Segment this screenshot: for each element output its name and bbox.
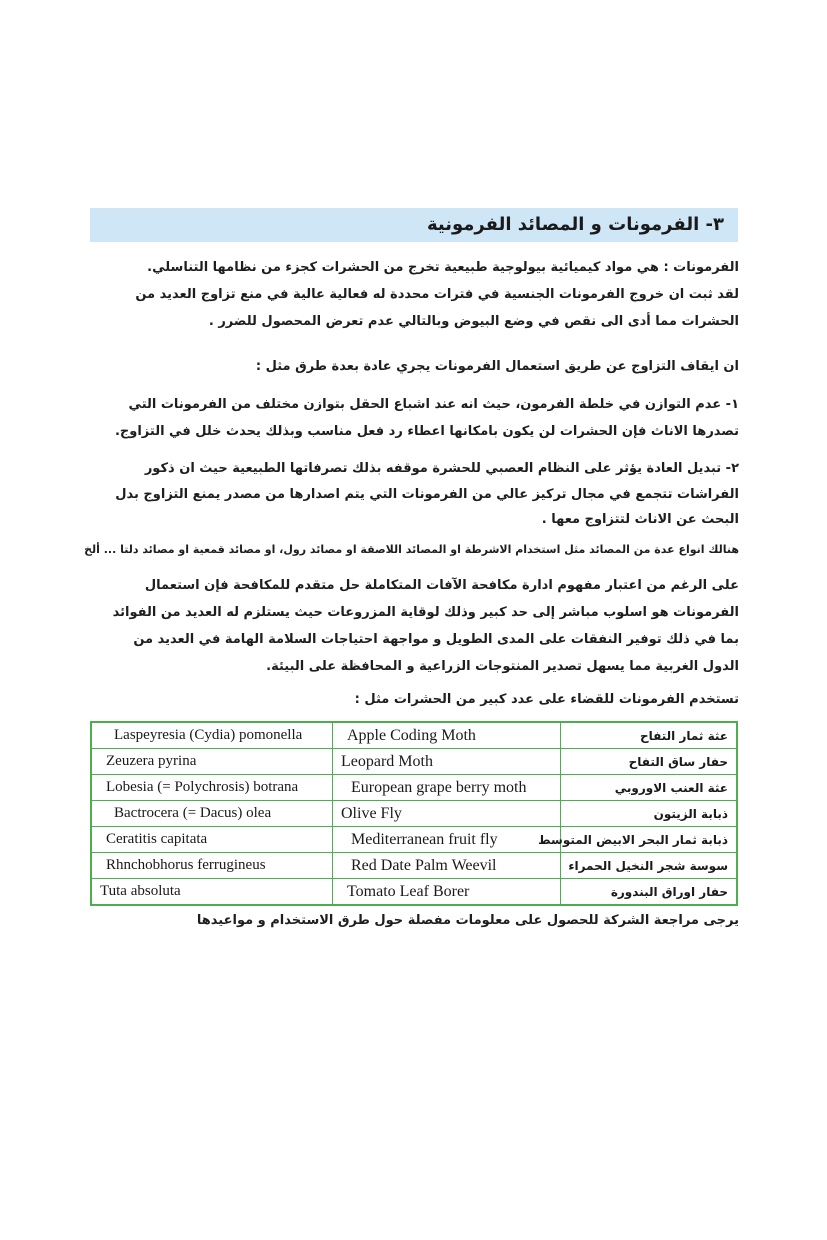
arabic-name-cell: حفار اوراق البندورة (561, 879, 738, 906)
paragraph-line: ١- عدم التوازن في خلطة الفرمون، حيث انه عند اشباع الحقل بتوازن مختلف من الفرمونات التي (128, 397, 739, 412)
table-row (91, 879, 737, 906)
scientific-name-cell: Zeuzera pyrina (91, 749, 333, 775)
arabic-name-cell: عثة العنب الاوروبي (561, 775, 738, 801)
arabic-name-cell: ذبابة ثمار البحر الابيض المتوسط (561, 827, 738, 853)
paragraph-line: على الرغم من اعتبار مفهوم ادارة مكافحة الآفات المتكاملة حل متقدم للمكافحة فإن استعمال (144, 578, 739, 593)
common-name-cell: Olive Fly (333, 801, 561, 827)
paragraph-line: البحث عن الاناث لتتزاوج معها . (541, 512, 739, 527)
table-row (91, 749, 737, 775)
table-row (91, 827, 737, 853)
table-row (91, 801, 737, 827)
section-title: ٣- الفرمونات و المصائد الفرمونية (90, 208, 738, 242)
table-row (91, 853, 737, 879)
common-name-cell: Apple Coding Moth (333, 722, 561, 749)
common-name-cell: Red Date Palm Weevil (333, 853, 561, 879)
paragraph-line: الفرمونات هو اسلوب مباشر إلى حد كبير وذلك لوقاية المزروعات حيث يستلزم له العديد من الفوائد (112, 605, 739, 620)
common-name-cell: Leopard Moth (333, 749, 561, 775)
scientific-name-cell: Rhnchobhorus ferrugineus (91, 853, 333, 879)
paragraph-line: لقد ثبت ان خروج الفرمونات الجنسية في فترات محددة له فعالية عالية في منع تزاوج العديد من (135, 287, 739, 302)
arabic-name-cell: حفار ساق التفاح (561, 749, 738, 775)
scientific-name-cell: Bactrocera (= Dacus) olea (91, 801, 333, 827)
paragraph-line: تستخدم الفرمونات للقضاء على عدد كبير من الحشرات مثل : (354, 692, 739, 707)
common-name-cell: European grape berry moth (333, 775, 561, 801)
paragraph-line: هنالك انواع عدة من المصائد مثل استخدام الاشرطة او المصائد اللاصقة او مصائد رول، او مصائد قمعية او مصائد دلتا ... ألخ (84, 543, 739, 556)
arabic-name-cell: عثة ثمار التفاح (561, 722, 738, 749)
common-name-cell: Tomato Leaf Borer (333, 879, 561, 906)
insect-table (90, 721, 738, 906)
scientific-name-cell: Laspeyresia (Cydia) pomonella (91, 722, 333, 749)
scientific-name-cell: Tuta absoluta (91, 879, 333, 906)
arabic-name-cell: ذبابة الزيتون (561, 801, 738, 827)
paragraph-line: الفراشات تتجمع في مجال تركيز عالي من الفرمونات التي يتم اصدارها من مصدر يمنع التزاوج بدل (115, 487, 739, 502)
arabic-name-cell: سوسة شجر النخيل الحمراء (561, 853, 738, 879)
table-row (91, 775, 737, 801)
paragraph-line: تصدرها الاناث فإن الحشرات لن يكون بامكانها اعطاء رد فعل مناسب وبذلك يحدث خلل في التزاوج. (114, 424, 739, 439)
common-name-cell: Mediterranean fruit fly (333, 827, 561, 853)
paragraph-line: ان ايقاف التزاوج عن طريق استعمال الفرمونات يجري عادة بعدة طرق مثل : (255, 359, 739, 374)
footer-note: يرجى مراجعة الشركة للحصول على معلومات مفصلة حول طرق الاستخدام و مواعيدها (196, 913, 739, 928)
table-row (91, 722, 737, 749)
scientific-name-cell: Ceratitis capitata (91, 827, 333, 853)
paragraph-line: الدول الغربية مما يسهل تصدير المنتوجات الزراعية و المحافظة على البيئة. (266, 659, 739, 674)
scientific-name-cell: Lobesia (= Polychrosis) botrana (91, 775, 333, 801)
paragraph-line: ٢- تبديل العادة يؤثر على النظام العصبي للحشرة موقفه بذلك تصرفاتها الطبيعية حيث ان ذكور (144, 461, 739, 476)
paragraph-line: بما في ذلك توفير النفقات على المدى الطويل و مواجهة احتياجات السلامة الهامة في العديد من (133, 632, 739, 647)
paragraph-line: الفرمونات : هي مواد كيميائية بيولوجية طبيعية تخرج من الحشرات كجزء من نظامها التناسلي. (147, 260, 739, 275)
paragraph-line: الحشرات مما أدى الى نقص في وضع البيوض وبالتالي عدم تعرض المحصول للضرر . (208, 314, 739, 329)
